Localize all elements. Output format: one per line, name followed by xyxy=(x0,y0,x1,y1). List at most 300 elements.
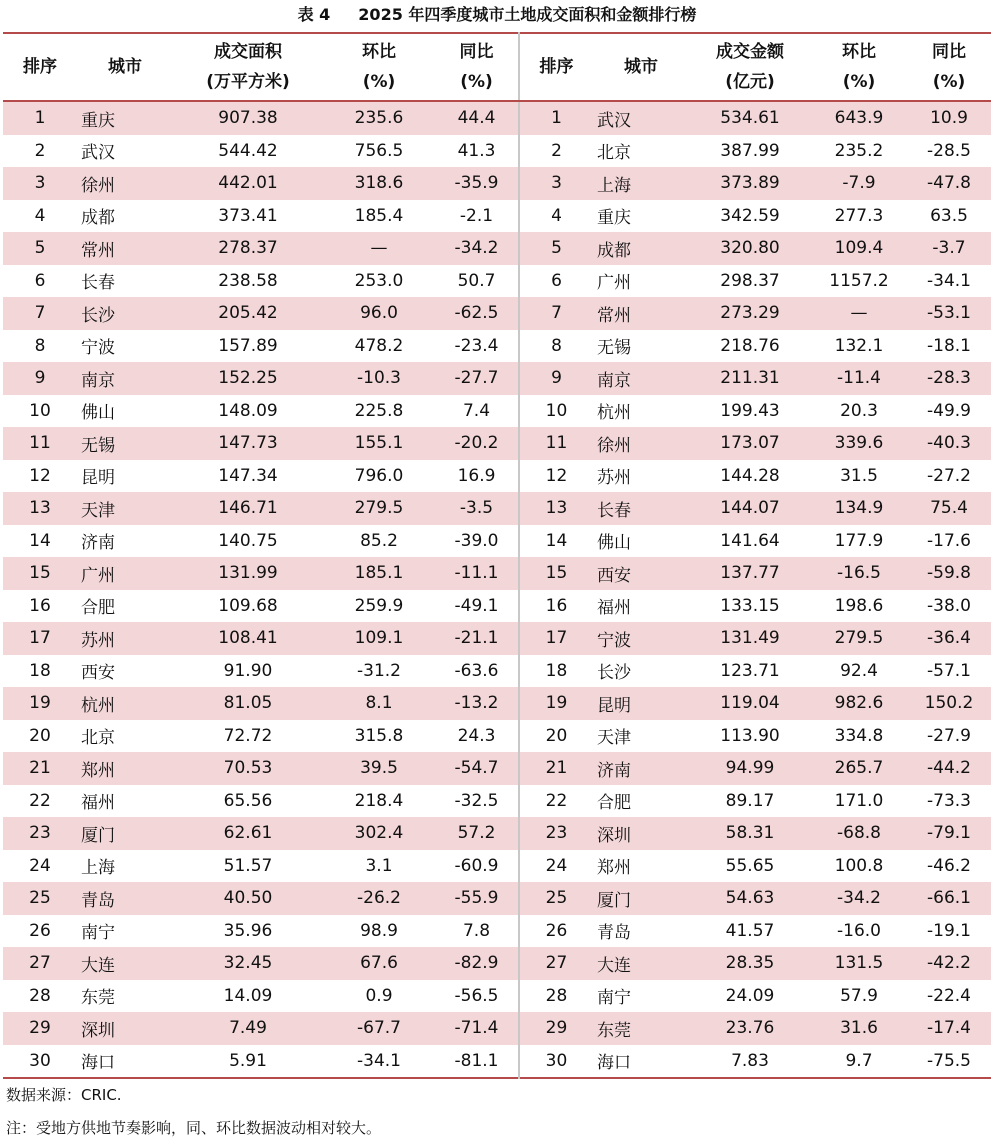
cell-rank-right: 1 xyxy=(519,101,593,135)
cell-amount-yoy: -38.0 xyxy=(927,595,971,616)
cell-amount-yoy: -66.1 xyxy=(907,882,991,915)
table-row xyxy=(3,362,991,395)
cell-area-mom: 109.1 xyxy=(323,622,435,655)
cell-city-left: 海口 xyxy=(81,1053,115,1074)
cell-rank-left: 16 xyxy=(29,595,51,616)
cell-amount-value: 320.80 xyxy=(689,232,811,265)
cell-area-value: 51.57 xyxy=(223,855,273,876)
cell-city-left: 天津 xyxy=(77,492,173,525)
cell-area-mom: 796.0 xyxy=(354,465,404,486)
cell-rank-right: 10 xyxy=(519,395,593,428)
cell-city-right: 无锡 xyxy=(597,338,631,359)
cell-city-right: 大连 xyxy=(593,947,689,980)
cell-area-yoy: -54.7 xyxy=(435,752,519,785)
cell-area-yoy: -60.9 xyxy=(454,855,499,876)
cell-amount-yoy: 150.2 xyxy=(907,687,991,720)
cell-area-yoy: -82.9 xyxy=(435,947,519,980)
cell-area-value: 442.01 xyxy=(173,167,323,200)
cell-amount-value: 131.49 xyxy=(689,622,811,655)
cell-city-left: 广州 xyxy=(77,557,173,590)
cell-amount-mom: 131.5 xyxy=(811,947,907,980)
cell-city-left: 武汉 xyxy=(81,143,115,164)
table-row xyxy=(3,590,991,623)
cell-amount-value: 55.65 xyxy=(725,855,775,876)
cell-rank-right: 7 xyxy=(519,297,593,330)
cell-city-left: 杭州 xyxy=(77,687,173,720)
cell-area-value: 40.50 xyxy=(173,882,323,915)
cell-rank-right: 6 xyxy=(519,265,593,298)
cell-rank-right: 21 xyxy=(519,752,593,785)
header-amount: 成交金额 (亿元) xyxy=(689,33,811,101)
cell-amount-mom: -16.0 xyxy=(837,920,881,941)
cell-rank-left: 12 xyxy=(29,465,51,486)
cell-rank-right: 20 xyxy=(519,720,593,753)
ranking-table xyxy=(3,32,991,1079)
table-row xyxy=(3,427,991,460)
cell-rank-right: 23 xyxy=(519,817,593,850)
table-title-text: 2025 年四季度城市土地成交面积和金额排行榜 xyxy=(358,5,697,24)
cell-rank-right: 29 xyxy=(519,1012,593,1045)
cell-amount-yoy: -79.1 xyxy=(907,817,991,850)
cell-city-right: 福州 xyxy=(597,598,631,619)
cell-area-value: 70.53 xyxy=(173,752,323,785)
cell-rank-left: 10 xyxy=(29,400,51,421)
cell-amount-mom: 9.7 xyxy=(845,1050,873,1071)
cell-rank-right: 30 xyxy=(519,1045,593,1079)
cell-amount-value: 534.61 xyxy=(689,101,811,135)
cell-rank-right: 12 xyxy=(519,460,593,493)
cell-rank-left: 18 xyxy=(29,660,51,681)
cell-area-value: 5.91 xyxy=(229,1050,267,1071)
cell-area-yoy: -20.2 xyxy=(435,427,519,460)
cell-area-yoy: -81.1 xyxy=(454,1050,499,1071)
cell-city-left: 上海 xyxy=(81,858,115,879)
cell-rank-right: 24 xyxy=(519,850,593,883)
cell-area-mom: — xyxy=(323,232,435,265)
cell-rank-left: 30 xyxy=(29,1050,51,1071)
cell-amount-mom: 132.1 xyxy=(834,335,884,356)
cell-rank-right: 17 xyxy=(519,622,593,655)
cell-area-mom: -31.2 xyxy=(357,660,401,681)
table-row xyxy=(3,460,991,493)
table-row xyxy=(3,232,991,265)
cell-area-value: 140.75 xyxy=(218,530,278,551)
cell-area-value: 205.42 xyxy=(173,297,323,330)
cell-area-value: 148.09 xyxy=(218,400,278,421)
cell-area-value: 147.73 xyxy=(173,427,323,460)
cell-amount-mom: 643.9 xyxy=(811,101,907,135)
cell-city-left: 东莞 xyxy=(81,988,115,1009)
cell-area-value: 91.90 xyxy=(223,660,273,681)
cell-amount-yoy: -49.9 xyxy=(927,400,971,421)
cell-city-right: 天津 xyxy=(597,728,631,749)
cell-rank-left: 20 xyxy=(29,725,51,746)
cell-amount-mom: 92.4 xyxy=(840,660,878,681)
cell-amount-yoy: 10.9 xyxy=(907,101,991,135)
cell-amount-yoy: -34.1 xyxy=(927,270,971,291)
cell-area-yoy: -11.1 xyxy=(435,557,519,590)
cell-amount-yoy: -17.6 xyxy=(927,530,971,551)
cell-area-value: 62.61 xyxy=(173,817,323,850)
cell-amount-yoy: -28.3 xyxy=(907,362,991,395)
cell-amount-value: 218.76 xyxy=(720,335,780,356)
cell-rank-right: 22 xyxy=(519,785,593,818)
cell-rank-left: 17 xyxy=(3,622,77,655)
table-row xyxy=(3,167,991,200)
header-yoy-left: 同比 (%) xyxy=(435,33,519,101)
cell-city-left: 长沙 xyxy=(77,297,173,330)
cell-rank-right: 4 xyxy=(519,200,593,233)
cell-amount-value: 173.07 xyxy=(689,427,811,460)
table-row xyxy=(3,752,991,785)
cell-amount-mom: 20.3 xyxy=(840,400,878,421)
cell-rank-left: 15 xyxy=(3,557,77,590)
cell-city-left: 无锡 xyxy=(77,427,173,460)
cell-amount-mom: 134.9 xyxy=(811,492,907,525)
table-row xyxy=(3,1045,991,1079)
cell-rank-right: 28 xyxy=(519,980,593,1013)
cell-city-right: 郑州 xyxy=(597,858,631,879)
cell-amount-value: 199.43 xyxy=(720,400,780,421)
cell-area-mom: -26.2 xyxy=(323,882,435,915)
cell-rank-right: 19 xyxy=(519,687,593,720)
table-row xyxy=(3,947,991,980)
cell-amount-value: 387.99 xyxy=(720,140,780,161)
cell-amount-mom: 339.6 xyxy=(811,427,907,460)
cell-area-yoy: -32.5 xyxy=(454,790,499,811)
table-row xyxy=(3,265,991,298)
cell-city-left: 北京 xyxy=(81,728,115,749)
cell-rank-left: 23 xyxy=(3,817,77,850)
cell-city-right: 东莞 xyxy=(593,1012,689,1045)
cell-city-right: 北京 xyxy=(597,143,631,164)
cell-amount-mom: 982.6 xyxy=(811,687,907,720)
cell-amount-yoy: -18.1 xyxy=(927,335,971,356)
cell-city-left: 厦门 xyxy=(77,817,173,850)
cell-area-value: 147.34 xyxy=(218,465,278,486)
cell-city-left: 宁波 xyxy=(81,338,115,359)
cell-amount-value: 7.83 xyxy=(731,1050,769,1071)
cell-city-left: 福州 xyxy=(81,793,115,814)
cell-area-value: 108.41 xyxy=(173,622,323,655)
cell-area-yoy: -34.2 xyxy=(435,232,519,265)
cell-area-value: 152.25 xyxy=(173,362,323,395)
table-row xyxy=(3,720,991,753)
table-row xyxy=(3,655,991,688)
cell-rank-left: 19 xyxy=(3,687,77,720)
cell-rank-left: 21 xyxy=(3,752,77,785)
table-row xyxy=(3,980,991,1013)
table-row xyxy=(3,622,991,655)
cell-area-mom: 85.2 xyxy=(360,530,398,551)
cell-amount-value: 141.64 xyxy=(720,530,780,551)
cell-city-right: 重庆 xyxy=(597,208,631,229)
cell-area-value: 14.09 xyxy=(223,985,273,1006)
cell-rank-right: 15 xyxy=(519,557,593,590)
cell-area-mom: 478.2 xyxy=(354,335,404,356)
cell-rank-right: 9 xyxy=(519,362,593,395)
cell-area-yoy: -21.1 xyxy=(435,622,519,655)
cell-amount-value: 273.29 xyxy=(689,297,811,330)
cell-city-right: 济南 xyxy=(593,752,689,785)
cell-city-right: 武汉 xyxy=(593,101,689,135)
cell-area-mom: 315.8 xyxy=(354,725,404,746)
cell-area-mom: -67.7 xyxy=(323,1012,435,1045)
cell-amount-mom: 277.3 xyxy=(834,205,884,226)
cell-city-right: 上海 xyxy=(593,167,689,200)
header-rank-left: 排序 xyxy=(3,33,77,101)
cell-area-mom: 185.4 xyxy=(354,205,404,226)
cell-amount-mom: -11.4 xyxy=(811,362,907,395)
cell-area-yoy: -63.6 xyxy=(454,660,499,681)
cell-area-value: 238.58 xyxy=(218,270,278,291)
cell-rank-right: 18 xyxy=(519,655,593,688)
cell-city-right: 青岛 xyxy=(597,923,631,944)
table-row xyxy=(3,200,991,233)
cell-rank-left: 26 xyxy=(29,920,51,941)
cell-city-right: 南宁 xyxy=(597,988,631,1009)
cell-area-mom: 0.9 xyxy=(365,985,393,1006)
cell-area-value: 32.45 xyxy=(173,947,323,980)
table-row xyxy=(3,525,991,558)
cell-rank-right: 27 xyxy=(519,947,593,980)
cell-area-mom: 253.0 xyxy=(354,270,404,291)
cell-amount-value: 144.28 xyxy=(720,465,780,486)
cell-amount-value: 298.37 xyxy=(720,270,780,291)
cell-rank-right: 26 xyxy=(519,915,593,948)
cell-rank-right: 3 xyxy=(519,167,593,200)
header-area: 成交面积 (万平方米) xyxy=(173,33,323,101)
table-row xyxy=(3,915,991,948)
cell-area-yoy: -62.5 xyxy=(435,297,519,330)
cell-area-yoy: 24.3 xyxy=(457,725,496,746)
cell-area-mom: 318.6 xyxy=(323,167,435,200)
cell-area-value: 35.96 xyxy=(223,920,273,941)
cell-amount-value: 41.57 xyxy=(725,920,775,941)
cell-rank-left: 4 xyxy=(34,205,46,226)
cell-amount-mom: 334.8 xyxy=(834,725,884,746)
cell-city-left: 南宁 xyxy=(81,923,115,944)
cell-amount-value: 123.71 xyxy=(720,660,780,681)
cell-amount-mom: 235.2 xyxy=(834,140,884,161)
cell-area-yoy: 7.4 xyxy=(462,400,491,421)
header-row xyxy=(3,33,991,101)
cell-area-mom: 302.4 xyxy=(323,817,435,850)
cell-amount-yoy: -44.2 xyxy=(907,752,991,785)
cell-area-value: 72.72 xyxy=(223,725,273,746)
cell-area-yoy: 44.4 xyxy=(435,101,519,135)
cell-rank-right: 8 xyxy=(519,330,593,363)
cell-rank-right: 25 xyxy=(519,882,593,915)
cell-amount-mom: -16.5 xyxy=(811,557,907,590)
cell-rank-right: 16 xyxy=(519,590,593,623)
cell-amount-value: 342.59 xyxy=(720,205,780,226)
cell-amount-mom: 100.8 xyxy=(834,855,884,876)
cell-rank-left: 2 xyxy=(34,140,46,161)
table-row xyxy=(3,297,991,330)
cell-area-yoy: 7.8 xyxy=(462,920,491,941)
cell-amount-value: 28.35 xyxy=(689,947,811,980)
cell-amount-value: 89.17 xyxy=(725,790,775,811)
cell-amount-value: 54.63 xyxy=(689,882,811,915)
cell-city-right: 昆明 xyxy=(593,687,689,720)
cell-area-yoy: -35.9 xyxy=(435,167,519,200)
cell-rank-left: 29 xyxy=(3,1012,77,1045)
cell-city-left: 西安 xyxy=(81,663,115,684)
cell-city-right: 佛山 xyxy=(597,533,631,554)
cell-area-value: 278.37 xyxy=(173,232,323,265)
cell-amount-yoy: -3.7 xyxy=(907,232,991,265)
table-row xyxy=(3,687,991,720)
table-row xyxy=(3,330,991,363)
cell-city-right: 苏州 xyxy=(597,468,631,489)
cell-amount-yoy: -36.4 xyxy=(907,622,991,655)
cell-area-value: 131.99 xyxy=(173,557,323,590)
cell-area-value: 373.41 xyxy=(218,205,278,226)
cell-area-yoy: 57.2 xyxy=(435,817,519,850)
cell-area-yoy: -71.4 xyxy=(435,1012,519,1045)
cell-amount-yoy: -22.4 xyxy=(927,985,971,1006)
cell-amount-mom: 109.4 xyxy=(811,232,907,265)
cell-amount-yoy: -19.1 xyxy=(927,920,971,941)
cell-amount-mom: — xyxy=(811,297,907,330)
cell-amount-mom: 1157.2 xyxy=(829,270,889,291)
cell-amount-yoy: -73.3 xyxy=(927,790,971,811)
cell-area-yoy: -55.9 xyxy=(435,882,519,915)
cell-amount-value: 119.04 xyxy=(689,687,811,720)
cell-rank-left: 11 xyxy=(3,427,77,460)
cell-rank-right: 5 xyxy=(519,232,593,265)
cell-area-mom: 39.5 xyxy=(323,752,435,785)
cell-city-left: 大连 xyxy=(77,947,173,980)
cell-city-right: 西安 xyxy=(593,557,689,590)
cell-amount-value: 133.15 xyxy=(720,595,780,616)
cell-area-yoy: -3.5 xyxy=(435,492,519,525)
cell-area-yoy: -27.7 xyxy=(435,362,519,395)
cell-area-mom: 756.5 xyxy=(354,140,404,161)
table-row xyxy=(3,135,991,168)
cell-city-left: 重庆 xyxy=(77,101,173,135)
cell-amount-mom: 31.6 xyxy=(811,1012,907,1045)
cell-city-left: 昆明 xyxy=(81,468,115,489)
cell-area-yoy: -39.0 xyxy=(454,530,499,551)
cell-city-left: 济南 xyxy=(81,533,115,554)
cell-city-left: 苏州 xyxy=(77,622,173,655)
cell-amount-mom: 279.5 xyxy=(811,622,907,655)
cell-area-value: 907.38 xyxy=(173,101,323,135)
table-body xyxy=(3,101,991,1078)
cell-area-mom: 98.9 xyxy=(360,920,398,941)
footnote: 注：受地方供地节奏影响，同、环比数据波动相对较大。 xyxy=(6,1119,382,1137)
cell-amount-yoy: -53.1 xyxy=(907,297,991,330)
table-row xyxy=(3,492,991,525)
cell-city-right: 长春 xyxy=(593,492,689,525)
cell-amount-value: 211.31 xyxy=(689,362,811,395)
table-row xyxy=(3,850,991,883)
cell-amount-value: 113.90 xyxy=(720,725,780,746)
cell-rank-right: 2 xyxy=(519,135,593,168)
cell-city-left: 佛山 xyxy=(81,403,115,424)
cell-city-right: 深圳 xyxy=(593,817,689,850)
cell-area-mom: -10.3 xyxy=(323,362,435,395)
cell-amount-yoy: -46.2 xyxy=(927,855,971,876)
table-number: 表 4 xyxy=(297,5,331,24)
cell-amount-value: 58.31 xyxy=(689,817,811,850)
table-row xyxy=(3,1012,991,1045)
cell-city-right: 广州 xyxy=(597,273,631,294)
cell-area-mom: 259.9 xyxy=(354,595,404,616)
cell-area-value: 544.42 xyxy=(218,140,278,161)
cell-area-yoy: -23.4 xyxy=(454,335,499,356)
header-mom-right: 环比 (%) xyxy=(811,33,907,101)
cell-amount-mom: -68.8 xyxy=(811,817,907,850)
cell-city-left: 青岛 xyxy=(77,882,173,915)
cell-amount-mom: 171.0 xyxy=(834,790,884,811)
cell-area-mom: 8.1 xyxy=(323,687,435,720)
cell-area-mom: 225.8 xyxy=(354,400,404,421)
cell-area-mom: 185.1 xyxy=(323,557,435,590)
cell-area-mom: -34.1 xyxy=(357,1050,401,1071)
cell-area-mom: 67.6 xyxy=(323,947,435,980)
cell-amount-mom: 177.9 xyxy=(834,530,884,551)
table-row xyxy=(3,395,991,428)
cell-rank-left: 14 xyxy=(29,530,51,551)
cell-rank-left: 22 xyxy=(29,790,51,811)
cell-amount-mom: 57.9 xyxy=(840,985,878,1006)
header-city-left: 城市 xyxy=(77,33,173,101)
cell-city-right: 杭州 xyxy=(597,403,631,424)
cell-rank-left: 27 xyxy=(3,947,77,980)
table-row xyxy=(3,101,991,135)
cell-area-value: 65.56 xyxy=(223,790,273,811)
cell-area-mom: 235.6 xyxy=(323,101,435,135)
cell-city-left: 成都 xyxy=(81,208,115,229)
cell-area-mom: 279.5 xyxy=(323,492,435,525)
cell-city-right: 徐州 xyxy=(593,427,689,460)
cell-amount-yoy: -17.4 xyxy=(907,1012,991,1045)
cell-rank-left: 5 xyxy=(3,232,77,265)
cell-city-left: 合肥 xyxy=(81,598,115,619)
cell-amount-value: 23.76 xyxy=(689,1012,811,1045)
cell-city-left: 徐州 xyxy=(77,167,173,200)
cell-amount-mom: -34.2 xyxy=(811,882,907,915)
cell-rank-left: 8 xyxy=(34,335,46,356)
table-row xyxy=(3,557,991,590)
cell-city-left: 深圳 xyxy=(77,1012,173,1045)
cell-area-value: 146.71 xyxy=(173,492,323,525)
source-note: 数据来源：CRIC. xyxy=(6,1086,122,1104)
cell-area-yoy: -49.1 xyxy=(454,595,499,616)
cell-area-yoy: -13.2 xyxy=(435,687,519,720)
cell-amount-yoy: -47.8 xyxy=(907,167,991,200)
cell-amount-value: 373.89 xyxy=(689,167,811,200)
cell-city-right: 常州 xyxy=(593,297,689,330)
cell-city-right: 海口 xyxy=(597,1053,631,1074)
cell-area-yoy: 41.3 xyxy=(457,140,496,161)
cell-area-value: 157.89 xyxy=(218,335,278,356)
table-row xyxy=(3,817,991,850)
cell-city-left: 郑州 xyxy=(77,752,173,785)
cell-area-yoy: 16.9 xyxy=(457,465,496,486)
header-city-right: 城市 xyxy=(593,33,689,101)
cell-area-value: 7.49 xyxy=(173,1012,323,1045)
cell-city-right: 宁波 xyxy=(593,622,689,655)
cell-city-right: 长沙 xyxy=(597,663,631,684)
table-row xyxy=(3,785,991,818)
cell-amount-yoy: -28.5 xyxy=(927,140,971,161)
cell-amount-mom: 198.6 xyxy=(834,595,884,616)
cell-amount-yoy: -75.5 xyxy=(927,1050,971,1071)
